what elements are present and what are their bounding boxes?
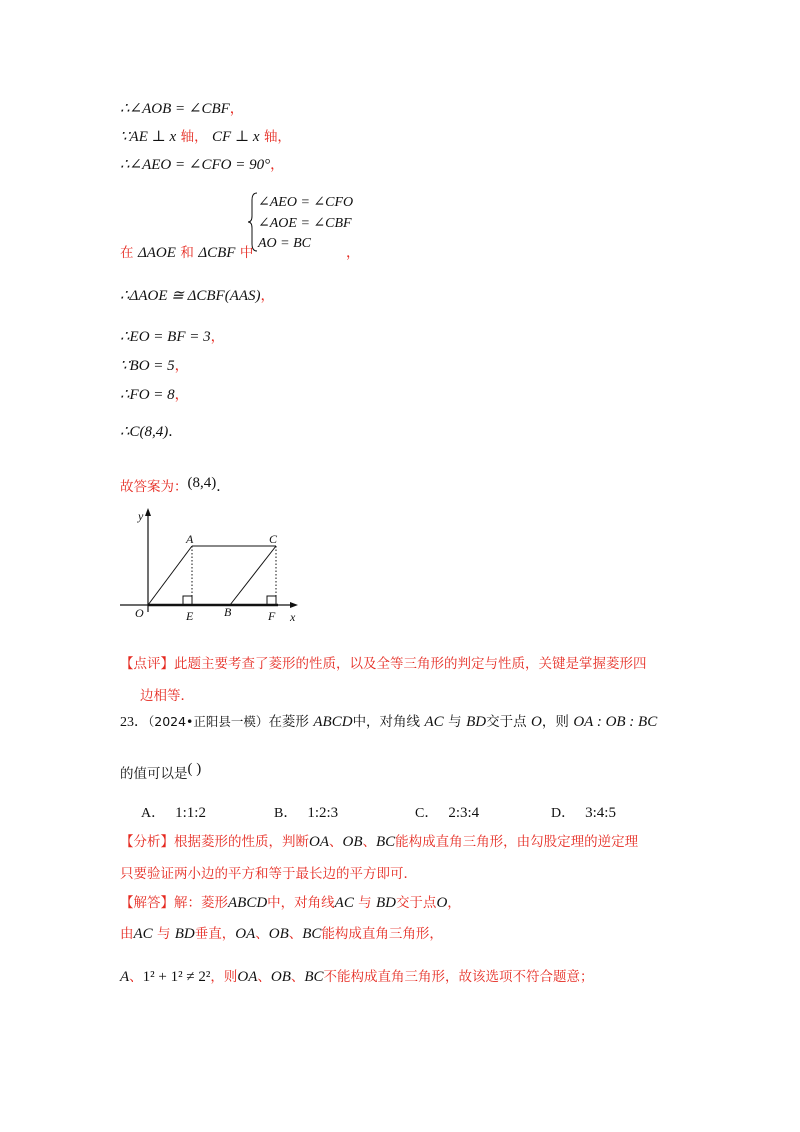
text: ，则 xyxy=(210,969,238,985)
text: 、 xyxy=(362,834,376,850)
math-ob: OB xyxy=(270,969,291,985)
math-bd: BD xyxy=(375,895,396,911)
comment-line-2: 边相等． xyxy=(140,688,194,704)
math-oa: OA xyxy=(309,834,329,850)
text: 和 xyxy=(180,245,194,261)
label-x: x xyxy=(290,610,296,624)
option-label: B． xyxy=(274,806,298,821)
text: 与 xyxy=(156,926,171,942)
option-value: 1:1:2 xyxy=(175,805,206,821)
label-c: C xyxy=(269,532,278,546)
answer-paren: ( ) xyxy=(187,761,202,777)
math-expr: ∵AE ⊥ x xyxy=(120,129,177,145)
option-a[interactable] xyxy=(141,802,206,822)
math-ac: AC xyxy=(334,895,354,911)
text: 由 xyxy=(120,926,134,942)
punct: ， xyxy=(270,157,285,173)
math-ac: AC xyxy=(424,714,444,730)
label-e: E xyxy=(186,609,194,623)
text: 中，对角线 xyxy=(352,714,421,730)
question-23-line-2 xyxy=(120,761,202,783)
text: 的值可以是 xyxy=(120,766,188,782)
option-b[interactable] xyxy=(274,802,338,822)
math-expr: ∴∠AOB = ∠CBF xyxy=(120,101,230,117)
text: 在菱形 xyxy=(268,714,309,730)
math-abcd: ABCD xyxy=(313,714,353,730)
math-ac: AC xyxy=(133,926,153,942)
text: 根据菱形的性质，判断 xyxy=(174,834,309,850)
text: 与 xyxy=(358,895,372,911)
answer-prefix: 故答案为： xyxy=(120,479,188,495)
math-bd: BD xyxy=(466,714,487,730)
math-bd: BD xyxy=(174,926,195,942)
option-label: A． xyxy=(141,806,166,821)
math-bc: BC xyxy=(302,926,322,942)
system-comma: ， xyxy=(346,245,360,261)
text: 交于点 xyxy=(395,895,437,911)
math-expr: ∴C(8,4) xyxy=(120,424,169,440)
text: 、 xyxy=(288,926,303,942)
math-eq: 1² + 1² ≠ 2² xyxy=(142,969,211,985)
math-expr: ∴∠AEO = ∠CFO = 90° xyxy=(120,157,271,173)
option-c[interactable] xyxy=(415,802,479,822)
proof-line-7 xyxy=(120,357,189,375)
answer-value: (8,4) xyxy=(187,475,217,491)
text: 在 xyxy=(120,245,134,261)
text: 解：菱形 xyxy=(174,895,228,911)
text: ， xyxy=(447,895,461,911)
math-bc: BC xyxy=(304,969,324,985)
solution-line-1 xyxy=(120,894,461,912)
text: 中 xyxy=(239,245,254,261)
text: 、 xyxy=(129,969,143,985)
label-b: B xyxy=(224,605,232,619)
text: 、 xyxy=(290,969,305,985)
question-source: （2024•正阳县一模） xyxy=(148,714,269,729)
analysis-line-1 xyxy=(120,826,690,858)
math-ob: OB xyxy=(268,926,289,942)
comment-tag: 【点评】 xyxy=(120,656,174,672)
math-expr: ΔAOE xyxy=(137,245,176,261)
right-angle-e xyxy=(183,596,192,605)
text: 交于点 xyxy=(486,714,527,730)
solution-line-3 xyxy=(120,968,594,986)
option-value: 1:2:3 xyxy=(307,805,339,821)
proof-line-5 xyxy=(120,287,275,305)
text: 中，对角线 xyxy=(267,895,335,911)
math-expr: ∴ΔAOE ≅ ΔCBF(AAS) xyxy=(120,288,261,304)
label-o: O xyxy=(135,606,144,620)
math-oa: OA xyxy=(235,926,256,942)
punct: ， xyxy=(174,387,189,403)
math-expr: ΔCBF xyxy=(198,245,236,261)
analysis-block xyxy=(120,826,690,890)
text: 能构成直角三角形， xyxy=(321,926,443,942)
option-d[interactable] xyxy=(551,802,616,822)
math-ob: OB xyxy=(342,834,363,850)
y-arrow-icon xyxy=(145,508,151,516)
system-row-2: ∠AOE = ∠CBF xyxy=(258,216,352,231)
label-y: y xyxy=(138,509,144,523)
solution-line-2 xyxy=(120,925,443,943)
option-label: C． xyxy=(415,806,439,821)
axis-text: 轴， xyxy=(263,129,291,145)
math-abcd: ABCD xyxy=(228,895,268,911)
punct: ， xyxy=(260,288,275,304)
option-value: 2:3:4 xyxy=(448,805,480,821)
label-a: A xyxy=(186,532,194,546)
math-oa: OA xyxy=(237,969,258,985)
text: 不能构成直角三角形，故该选项不符合题意； xyxy=(323,969,594,985)
punct: ． xyxy=(216,479,231,495)
solution-tag: 【解答】 xyxy=(120,895,174,911)
option-value: 3:4:5 xyxy=(585,805,616,821)
comment-text: 此题主要考查了菱形的性质，以及全等三角形的判定与性质，关键是掌握菱形四 xyxy=(174,656,647,672)
text: 、 xyxy=(329,834,343,850)
math-a: A xyxy=(120,969,130,985)
proof-line-1 xyxy=(120,100,244,118)
comment-line-1 xyxy=(120,648,690,680)
system-row-3: AO = BC xyxy=(258,236,311,251)
math-bc: BC xyxy=(376,834,396,850)
math-expr: ∴EO = BF = 3 xyxy=(120,329,211,345)
analysis-line-2: 只要验证两小边的平方和等于最长边的平方即可． xyxy=(120,866,417,882)
punct: ， xyxy=(229,101,244,117)
math-o: O xyxy=(531,714,542,730)
answer-line xyxy=(120,475,231,496)
comment-block xyxy=(120,648,690,712)
right-angle-f xyxy=(267,596,276,605)
axis-text: 轴， xyxy=(180,129,208,145)
brace-icon xyxy=(248,192,258,252)
text: 能构成直角三角形，由勾股定理的逆定理 xyxy=(395,834,639,850)
proof-line-6 xyxy=(120,328,225,346)
math-expr: CF ⊥ x xyxy=(212,129,260,145)
text: 垂直， xyxy=(194,926,236,942)
math-ratio: OA : OB : BC xyxy=(573,714,658,730)
text: 、 xyxy=(255,926,269,942)
question-number: 23． xyxy=(120,715,148,730)
punct: ， xyxy=(210,329,225,345)
math-expr: ∵BO = 5 xyxy=(120,358,175,374)
option-label: D． xyxy=(551,806,576,821)
system-row-1: ∠AEO = ∠CFO xyxy=(258,195,354,210)
proof-line-4 xyxy=(120,244,253,262)
label-f: F xyxy=(268,609,276,623)
question-23-line-1 xyxy=(120,713,657,732)
punct: ， xyxy=(174,358,189,374)
text: 、 xyxy=(257,969,271,985)
x-arrow-icon xyxy=(290,602,298,608)
rhombus-figure xyxy=(110,500,310,630)
punct: ． xyxy=(168,424,183,440)
proof-line-9 xyxy=(120,423,182,441)
math-o: O xyxy=(436,895,448,911)
text: ，则 xyxy=(541,714,569,730)
text: 与 xyxy=(448,714,462,730)
math-expr: ∴FO = 8 xyxy=(120,387,175,403)
proof-line-3 xyxy=(120,156,284,174)
proof-line-8 xyxy=(120,386,189,404)
analysis-tag: 【分析】 xyxy=(120,834,174,850)
proof-line-2 xyxy=(120,128,291,146)
